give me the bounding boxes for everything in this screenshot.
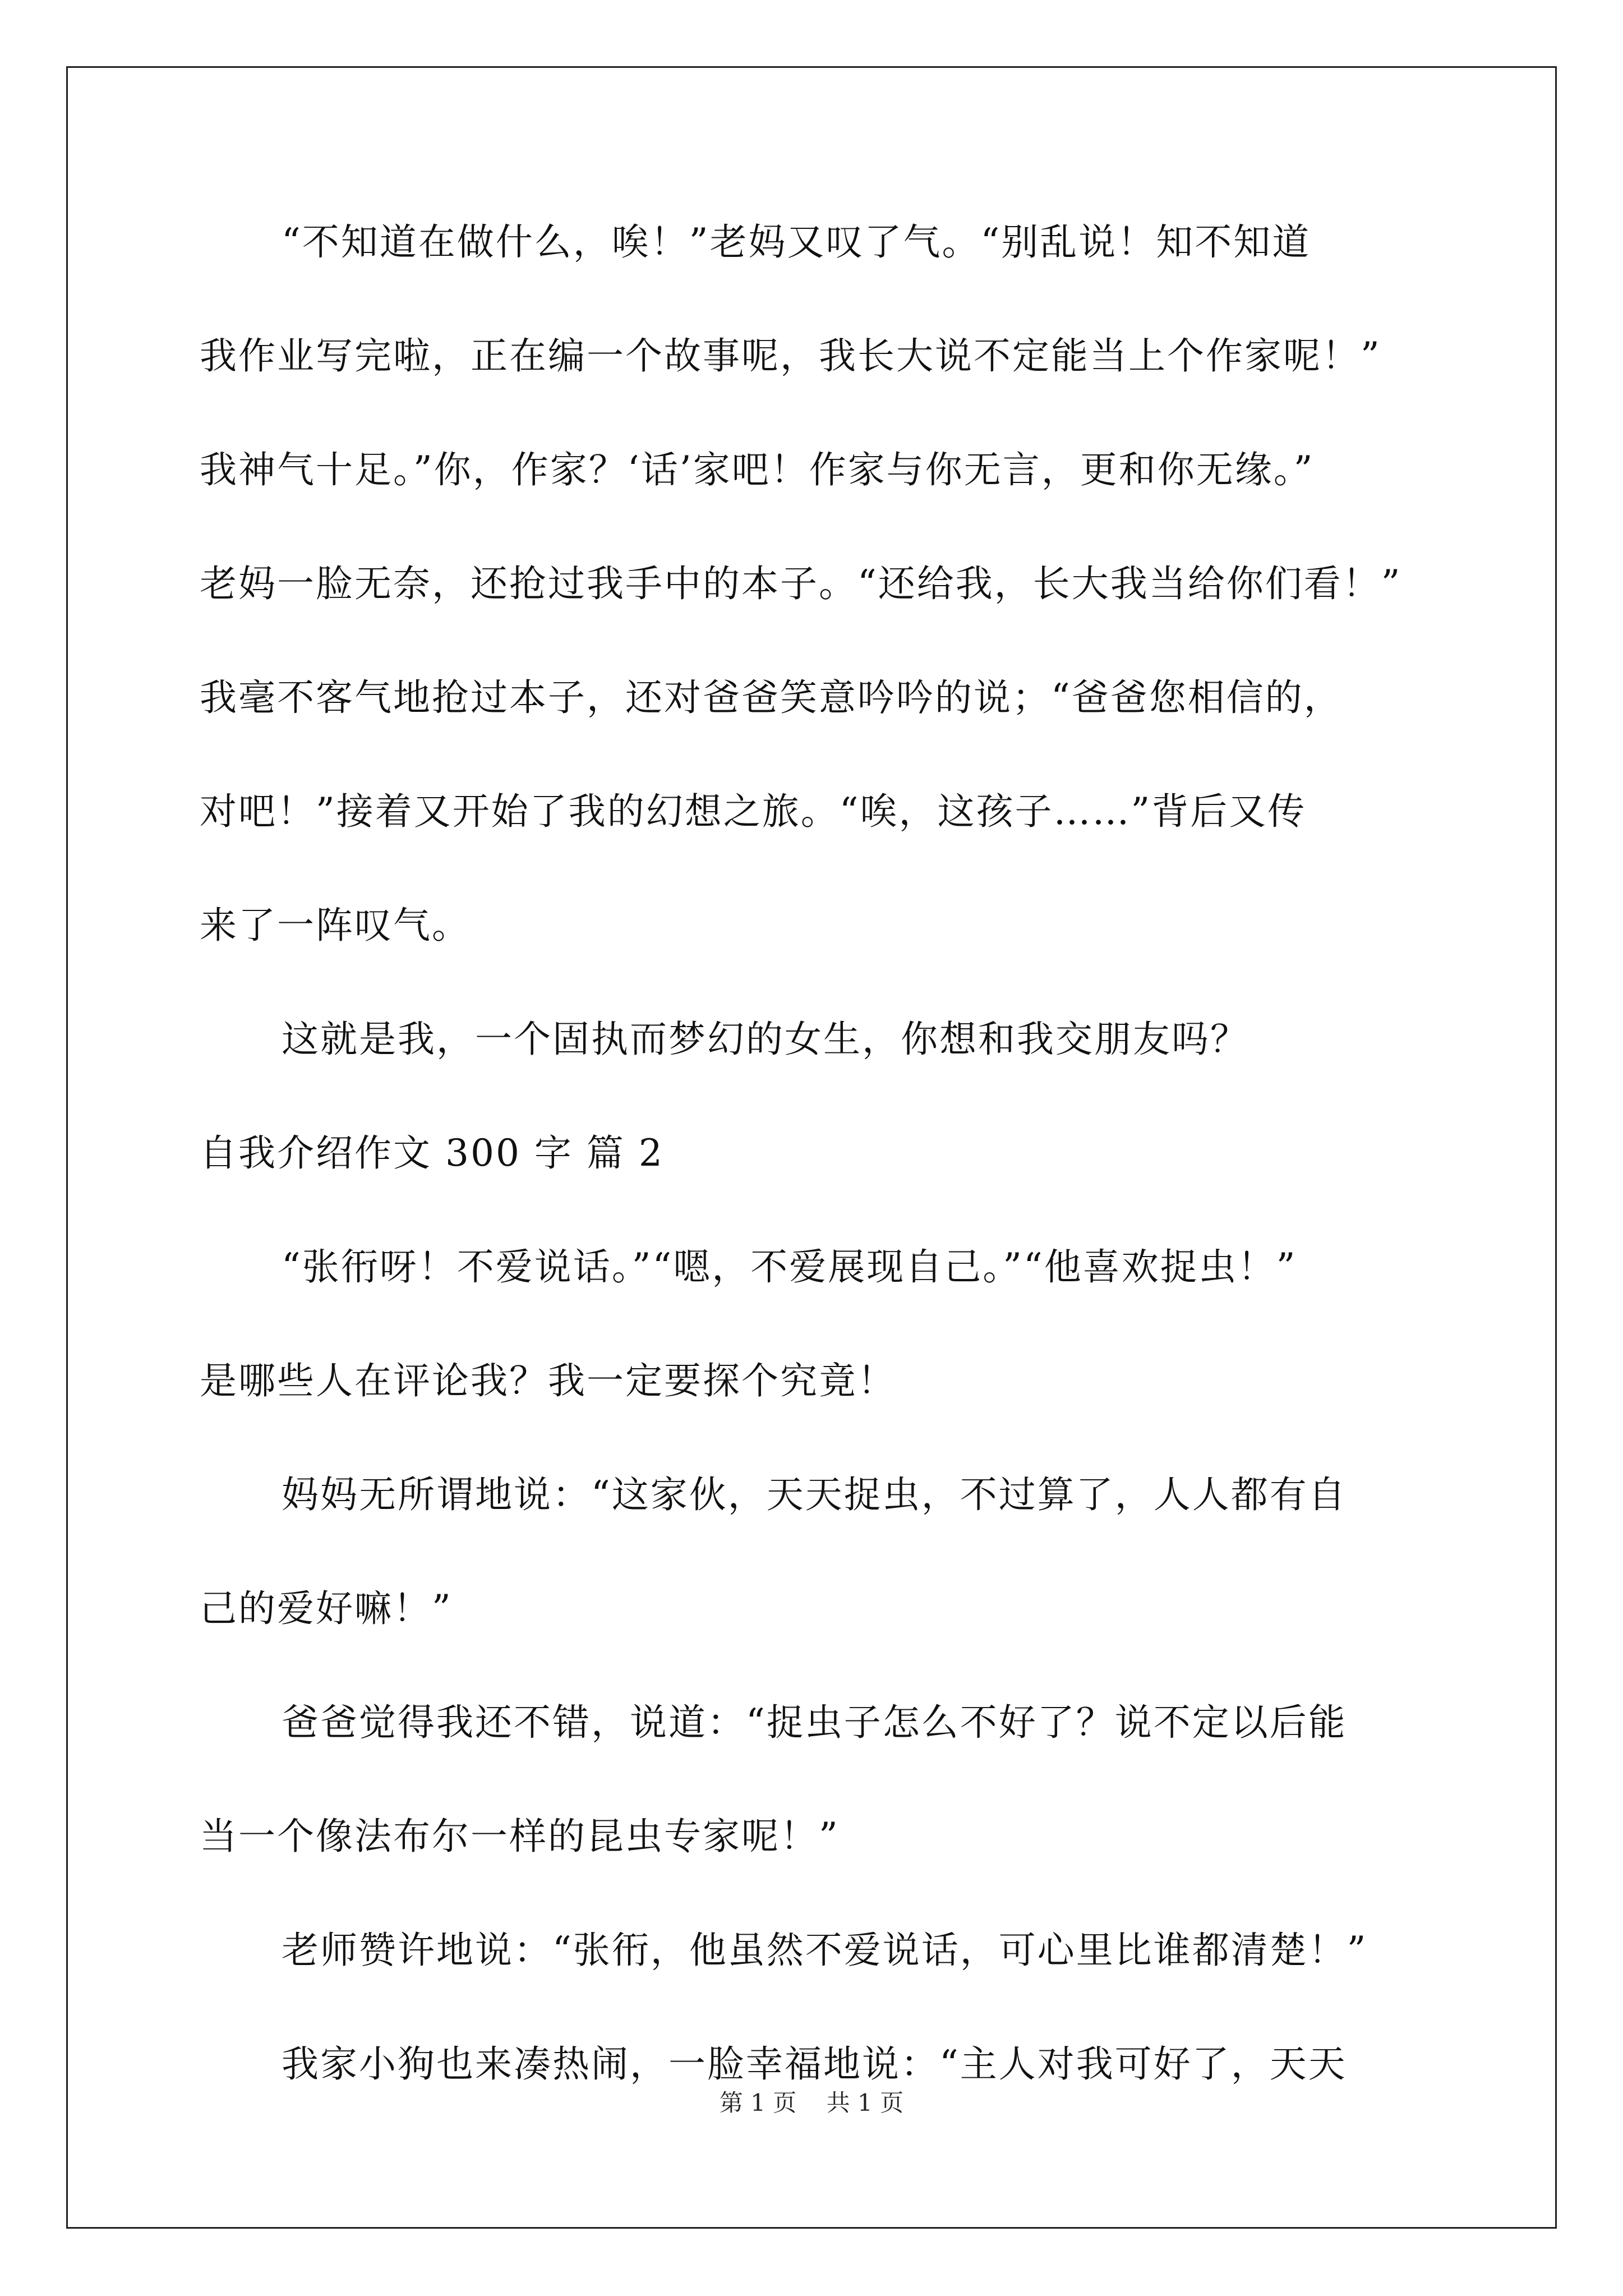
text-line: 我作业写完啦，正在编一个故事呢，我长大说不定能当上个作家呢！” xyxy=(200,334,1381,378)
text-line: 是哪些人在评论我？我一定要探个究竟！ xyxy=(200,1359,896,1402)
text-line: 爸爸觉得我还不错，说道：“捉虫子怎么不好了？说不定以后能 xyxy=(282,1701,1347,1744)
text-line: 对吧！”接着又开始了我的幻想之旅。“唉，这孩子……”背后又传 xyxy=(200,790,1307,833)
page-number: 第 1 页 xyxy=(719,2089,797,2116)
section-heading: 自我介绍作文 300 字 篇 2 xyxy=(200,1131,664,1175)
text-line: 老妈一脸无奈，还抢过我手中的本子。“还给我，长大我当给你们看！” xyxy=(200,562,1402,605)
text-line: “张衎呀！不爱说话。”“嗯，不爱展现自己。”“他喜欢捉虫！” xyxy=(282,1245,1297,1289)
text-line: 我神气十足。”你，作家？‘话’家吧！作家与你无言，更和你无缘。” xyxy=(200,448,1315,491)
text-line: “不知道在做什么，唉！”老妈又叹了气。“别乱说！知不知道 xyxy=(282,220,1311,264)
text-line: 我家小狗也来凑热闹，一脸幸福地说：“主人对我可好了，天天 xyxy=(282,2042,1347,2086)
document-body xyxy=(200,220,1445,2156)
text-line: 己的爱好嘛！” xyxy=(200,1587,453,1630)
text-line: 当一个像法布尔一样的昆虫专家呢！” xyxy=(200,1815,840,1858)
text-line: 这就是我，一个固执而梦幻的女生，你想和我交朋友吗？ xyxy=(282,1018,1249,1061)
text-line: 我毫不客气地抢过本子，还对爸爸笑意吟吟的说；“爸爸您相信的， xyxy=(200,676,1343,719)
page-total: 共 1 页 xyxy=(826,2089,904,2116)
text-line: 老师赞许地说：“张衎，他虽然不爱说话，可心里比谁都清楚！” xyxy=(282,1929,1368,1972)
text-line: 来了一阵叹气。 xyxy=(200,904,471,947)
page-footer xyxy=(0,2089,1623,2117)
text-line: 妈妈无所谓地说：“这家伙，天天捉虫，不过算了，人人都有自 xyxy=(282,1473,1347,1516)
